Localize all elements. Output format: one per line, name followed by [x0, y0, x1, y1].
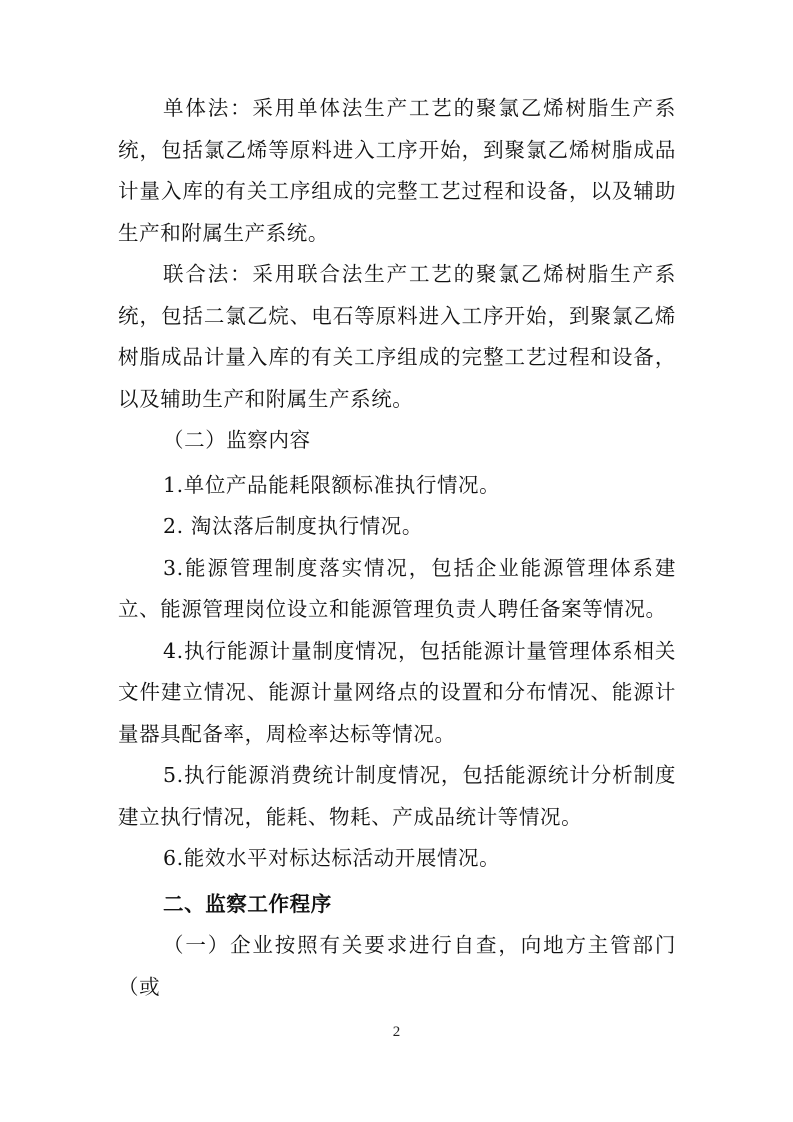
- paragraph-single-method: 单体法：采用单体法生产工艺的聚氯乙烯树脂生产系统，包括氯乙烯等原料进入工序开始，到聚氯乙烯树脂成品计量入库的有关工序组成的完整工艺过程和设备，以及辅助生产和附属生产系统。: [118, 96, 676, 245]
- section-heading-procedure: 二、监察工作程序: [163, 891, 332, 916]
- page-number: 2: [392, 1024, 401, 1040]
- document-body: [118, 88, 676, 1008]
- list-item-1: 1.单位产品能耗限额标准执行情况。: [163, 472, 501, 497]
- list-item-2: 2. 淘汰落后制度执行情况。: [163, 514, 423, 538]
- paragraph-self-inspection: （一）企业按照有关要求进行自查，向地方主管部门（或: [118, 933, 676, 999]
- list-item-3: 3.能源管理制度落实情况，包括企业能源管理体系建立、能源管理岗位设立和能源管理负责人聘任备案等情况。: [118, 555, 676, 621]
- list-item-5: 5.执行能源消费统计制度情况，包括能源统计分析制度建立执行情况，能耗、物耗、产成品统计等情况。: [118, 763, 676, 829]
- list-item-6: 6.能效水平对标达标活动开展情况。: [163, 846, 501, 870]
- sub-heading-inspection-content: （二）监察内容: [163, 428, 311, 452]
- list-item-4: 4.执行能源计量制度情况，包括能源计量管理体系相关文件建立情况、能源计量网络点的设置和分布情况、能源计量器具配备率，周检率达标等情况。: [118, 638, 676, 746]
- paragraph-combined-method: 联合法：采用联合法生产工艺的聚氯乙烯树脂生产系统，包括二氯乙烷、电石等原料进入工序开始，到聚氯乙烯树脂成品计量入库的有关工序组成的完整工艺过程和设备，以及辅助生产和附属生产系统。: [118, 262, 676, 411]
